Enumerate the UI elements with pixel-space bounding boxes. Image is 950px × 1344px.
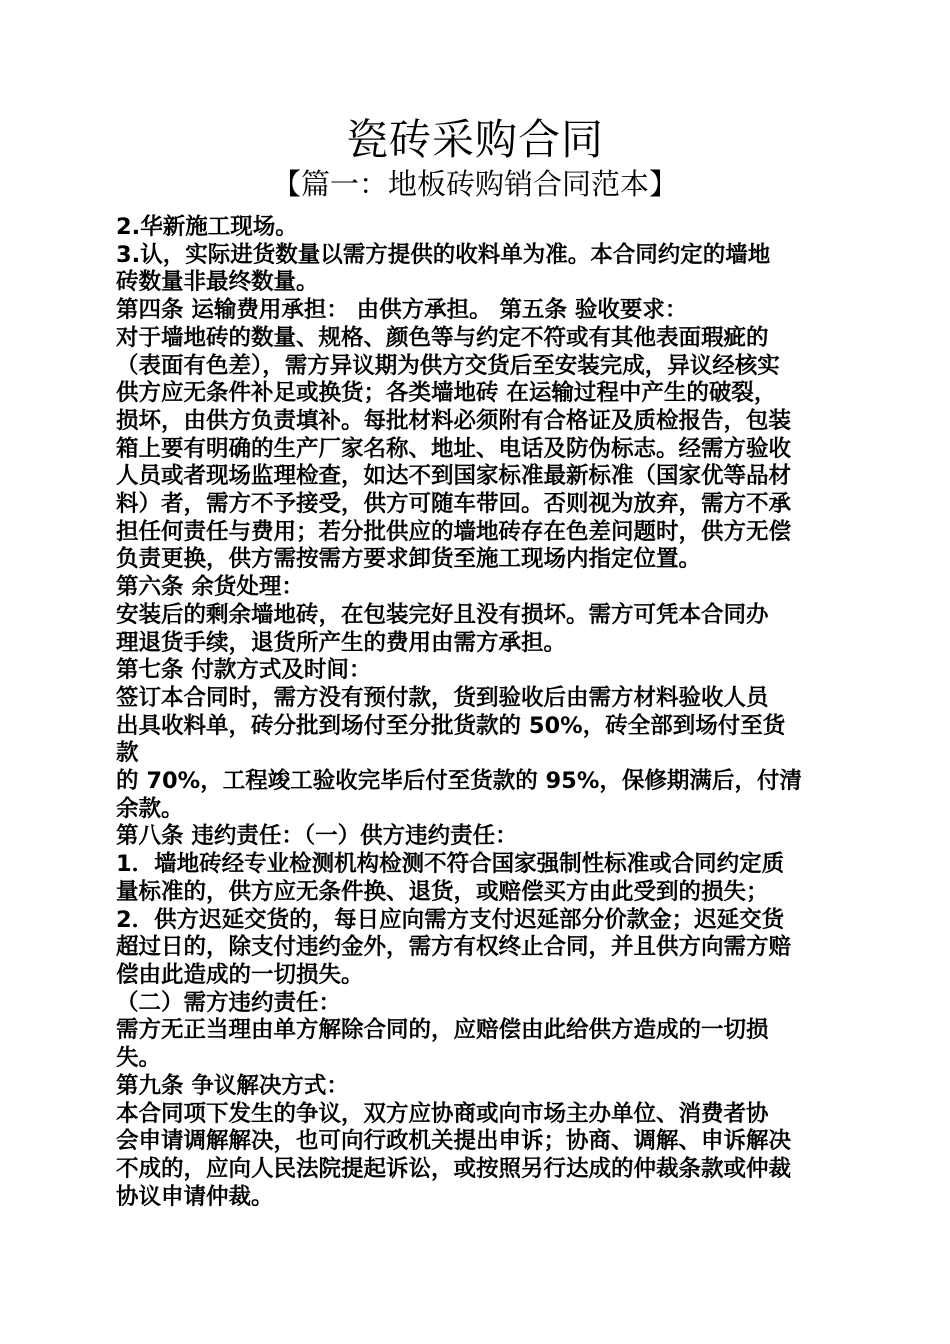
text-line: 2．供方迟延交货的，每日应向需方支付迟延部分价款金；迟延交货 bbox=[116, 906, 785, 933]
text-line: 3.认，实际进货数量以需方提供的收料单为准。本合同约定的墙地 bbox=[116, 241, 771, 268]
text-line: 第四条 运输费用承担： 由供方承担。 第五条 验收要求： bbox=[116, 297, 688, 324]
text-line: 第八条 违约责任：（一）供方违约责任： bbox=[116, 823, 518, 850]
text-line: 协议申请仲裁。 bbox=[116, 1183, 274, 1210]
document-title: 瓷砖采购合同 bbox=[345, 115, 604, 164]
text-line: 供方应无条件补足或换货；各类墙地砖 在运输过程中产生的破裂， bbox=[116, 380, 777, 407]
text-line: 余款。 bbox=[116, 795, 184, 822]
text-line: 理退货手续，退货所产生的费用由需方承担。 bbox=[116, 629, 567, 656]
text-line: 本合同项下发生的争议，双方应协商或向市场主办单位、消费者协 bbox=[116, 1100, 769, 1127]
text-line: 对于墙地砖的数量、规格、颜色等与约定不符或有其他表面瑕疵的 bbox=[116, 324, 769, 351]
text-line: 负责更换，供方需按需方要求卸货至施工现场内指定位置。 bbox=[116, 546, 702, 573]
text-line: 量标准的，供方应无条件换、退货，或赔偿买方由此受到的损失； bbox=[116, 878, 769, 905]
text-line: 第七条 付款方式及时间： bbox=[116, 657, 372, 684]
text-line: 2.华新施工现场。 bbox=[116, 214, 298, 240]
text-line: 第六条 余货处理： bbox=[116, 574, 304, 601]
text-line: 损坏，由供方负责填补。每批材料必须附有合格证及质检报告，包装 bbox=[116, 407, 792, 434]
text-line: 担任何责任与费用；若分批供应的墙地砖存在色差问题时，供方无偿 bbox=[116, 518, 792, 545]
text-line: 1．墙地砖经专业检测机构检测不符合国家强制性标准或合同约定质 bbox=[116, 851, 785, 878]
document-body bbox=[116, 214, 838, 1211]
text-line: 第九条 争议解决方式： bbox=[116, 1072, 349, 1099]
text-line: 会申请调解解决，也可向行政机关提出申诉；协商、调解、申诉解决 bbox=[116, 1128, 792, 1155]
text-line: 失。 bbox=[116, 1045, 162, 1072]
text-line: 不成的，应向人民法院提起诉讼，或按照另行达成的仲裁条款或仲裁 bbox=[116, 1155, 792, 1182]
text-line: 超过日的，除支付违约金外，需方有权终止合同，并且供方向需方赔 bbox=[116, 934, 792, 961]
document-subtitle: 【篇一：地板砖购销合同范本】 bbox=[271, 167, 678, 201]
text-line: （表面有色差），需方异议期为供方交货后至安装完成，异议经核实 bbox=[116, 352, 780, 379]
text-line: 出具收料单，砖分批到场付至分批货款的 50%，砖全部到场付至货 bbox=[116, 712, 786, 739]
text-line: 款 bbox=[116, 740, 139, 767]
text-line: 偿由此造成的一切损失。 bbox=[116, 961, 364, 988]
text-line: 料）者，需方不予接受，供方可随车带回。否则视为放弃，需方不承 bbox=[116, 491, 792, 518]
text-line: 需方无正当理由单方解除合同的，应赔偿由此给供方造成的一切损 bbox=[116, 1017, 769, 1044]
text-line: 签订本合同时，需方没有预付款，货到验收后由需方材料验收人员 bbox=[116, 684, 769, 711]
text-line: （二）需方违约责任： bbox=[116, 989, 342, 1016]
text-line: 安装后的剩余墙地砖，在包装完好且没有损坏。需方可凭本合同办 bbox=[116, 601, 769, 628]
text-line: 人员或者现场监理检查，如达不到国家标准最新标准（国家优等品材 bbox=[116, 463, 792, 490]
text-line: 箱上要有明确的生产厂家名称、地址、电话及防伪标志。经需方验收 bbox=[116, 435, 792, 462]
text-line: 砖数量非最终数量。 bbox=[116, 269, 319, 296]
text-line: 的 70%，工程竣工验收完毕后付至货款的 95%，保修期满后，付清 bbox=[116, 768, 802, 795]
